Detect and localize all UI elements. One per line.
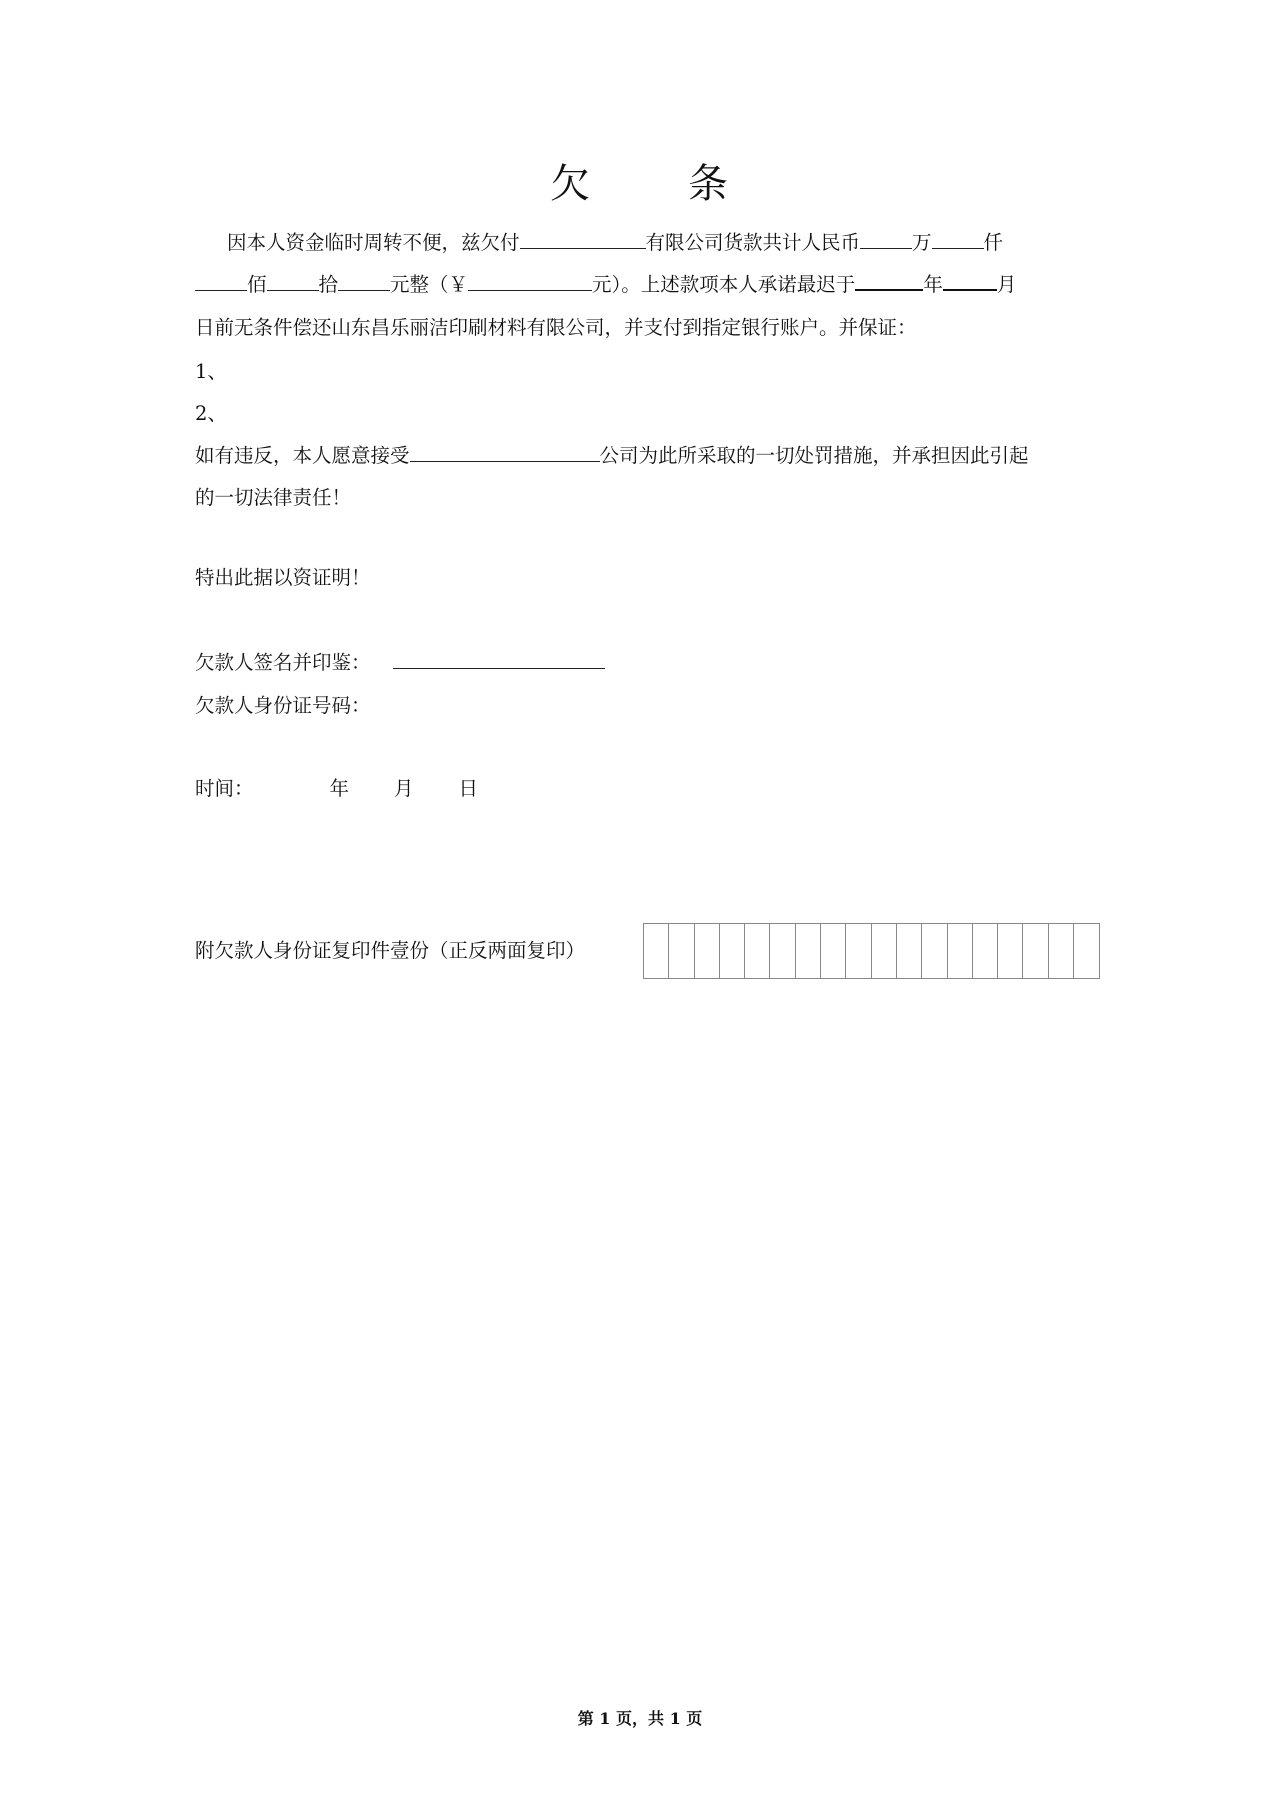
text-segment: 万 (912, 231, 932, 254)
certification-statement: 特出此据以资证明！ (195, 566, 371, 589)
signature-label: 欠款人签名并印鉴： (195, 651, 371, 674)
date-year: 年 (329, 777, 350, 800)
blank-wan[interactable] (860, 247, 912, 249)
id-digit-cell[interactable] (973, 924, 998, 978)
id-digit-cell[interactable] (669, 924, 694, 978)
attachment-note: 附欠款人身份证复印件壹份（正反两面复印） (195, 939, 586, 962)
id-digit-cell[interactable] (872, 924, 897, 978)
date-day: 日 (458, 777, 479, 800)
blank-company[interactable] (520, 247, 646, 249)
signature-field[interactable] (393, 667, 605, 669)
document-title (0, 152, 1280, 209)
id-digit-cell[interactable] (770, 924, 795, 978)
blank-qian[interactable] (932, 247, 984, 249)
blank-yuan[interactable] (338, 289, 390, 291)
blank-month[interactable] (943, 288, 997, 291)
paragraph-line-4 (195, 446, 1029, 466)
blank-year[interactable] (855, 288, 923, 291)
id-digit-cell[interactable] (922, 924, 947, 978)
blank-bai[interactable] (195, 289, 247, 291)
blank-penalty-company[interactable] (410, 460, 600, 462)
paragraph-line-1 (195, 233, 1003, 253)
text-segment: 因本人资金临时周转不便，兹欠付 (227, 231, 520, 254)
id-number-label: 欠款人身份证号码： (195, 694, 371, 717)
paragraph-line-3: 日前无条件偿还山东昌乐丽洁印刷材料有限公司，并支付到指定银行账户。并保证： (195, 316, 917, 339)
time-label: 时间： (195, 777, 254, 800)
id-number-grid[interactable] (643, 923, 1100, 979)
title-char-left: 欠 (550, 161, 592, 207)
guarantee-item-1: 1、 (195, 360, 227, 383)
id-digit-cell[interactable] (796, 924, 821, 978)
text-segment: 公司为此所采取的一切处罚措施，并承担因此引起 (599, 444, 1029, 467)
blank-shi[interactable] (267, 289, 319, 291)
id-digit-cell[interactable] (846, 924, 871, 978)
blank-amount[interactable] (468, 289, 592, 291)
id-digit-cell[interactable] (998, 924, 1023, 978)
paragraph-line-2 (195, 275, 1016, 295)
text-segment: 年 (923, 273, 943, 296)
id-digit-cell[interactable] (720, 924, 745, 978)
text-segment: 元）。上述款项本人承诺最迟于 (592, 273, 856, 296)
id-digit-cell[interactable] (1023, 924, 1048, 978)
id-digit-cell[interactable] (695, 924, 720, 978)
date-row (195, 779, 478, 799)
text-segment: 有限公司货款共计人民币 (645, 231, 861, 254)
id-digit-cell[interactable] (1049, 924, 1074, 978)
text-segment: 仟 (983, 231, 1004, 254)
text-segment: 佰 (247, 273, 267, 296)
paragraph-line-5: 的一切法律责任！ (195, 486, 352, 509)
text-segment: 如有违反，本人愿意接受 (195, 444, 410, 467)
signature-row (195, 653, 605, 673)
guarantee-item-2: 2、 (195, 402, 227, 425)
text-segment: 月 (996, 273, 1017, 296)
text-segment: 元整（￥ (390, 273, 469, 296)
text-segment: 拾 (318, 273, 339, 296)
page-number-footer: 第 1 页，共 1 页 (577, 1709, 703, 1728)
id-digit-cell[interactable] (1074, 924, 1099, 978)
id-digit-cell[interactable] (821, 924, 846, 978)
id-digit-cell[interactable] (644, 924, 669, 978)
id-digit-cell[interactable] (948, 924, 973, 978)
date-month: 月 (394, 777, 414, 800)
id-digit-cell[interactable] (745, 924, 770, 978)
id-digit-cell[interactable] (897, 924, 922, 978)
title-char-right: 条 (688, 161, 730, 207)
